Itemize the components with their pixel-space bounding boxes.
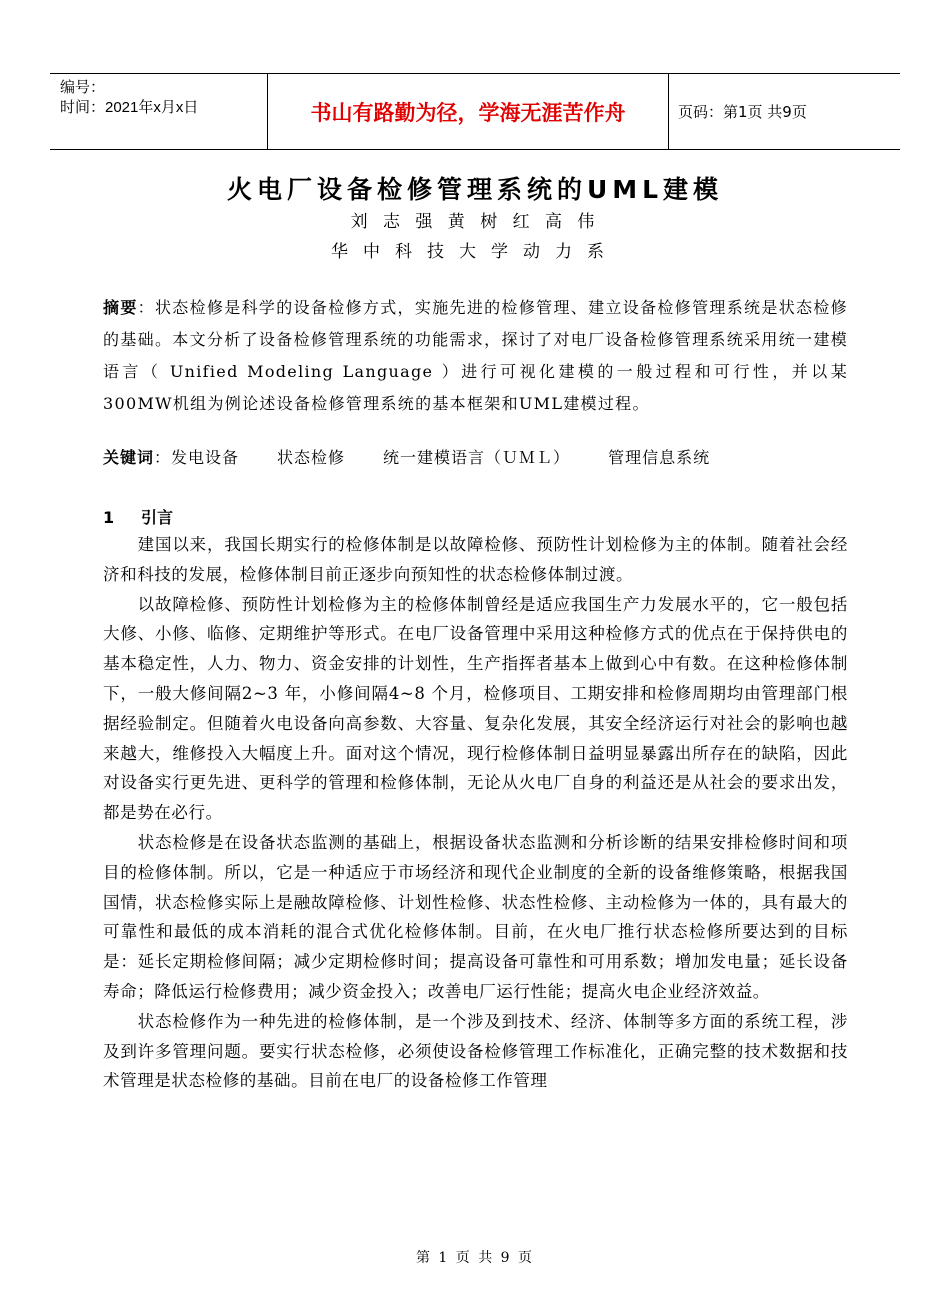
keyword: 管理信息系统 bbox=[608, 448, 711, 467]
paper-title: 火电厂设备检修管理系统的UML建模 bbox=[226, 175, 724, 204]
keyword: ：发电设备 bbox=[154, 448, 240, 467]
authors: 刘 志 强 黄 树 红 高 伟 bbox=[350, 212, 600, 232]
body-text bbox=[103, 530, 848, 1096]
motto: 书山有路勤为径，学海无涯苦作舟 bbox=[310, 100, 626, 125]
doc-number: 编号： bbox=[60, 79, 106, 96]
keywords bbox=[103, 444, 863, 472]
paragraph: 状态检修作为一种先进的检修体制，是一个涉及到技术、经济、体制等多方面的系统工程，涉及到许多管理问题。要实行状态检修，必须使设备检修管理工作标准化，正确完整的技术数据和技术管理是状态检修的基础。目前在电厂的设备检修工作管理 bbox=[103, 1011, 848, 1091]
header-table bbox=[50, 73, 900, 150]
paragraph: 状态检修是在设备状态监测的基础上，根据设备状态监测和分析诊断的结果安排检修时间和项目的检修体制。所以，它是一种适应于市场经济和现代企业制度的全新的设备维修策略，根据我国国情，状态检修实际上是融故障检修、计划性检修、状态性检修、主动检修为一体的，具有最大的可靠性和最低的成本消耗的混合式优化检修体制。目前，在火电厂推行状态检修所要达到的目标是：延长定期检修间隔；减少定期检修时间；提高设备可靠性和可用系数；增加发电量；延长设备寿命；降低运行检修费用；减少资金投入；改善电厂运行性能；提高火电企业经济效益。 bbox=[103, 832, 848, 1001]
keywords-label: 关键词 bbox=[103, 448, 155, 467]
section-number: 1 bbox=[103, 508, 115, 527]
header-motto-cell bbox=[267, 74, 669, 149]
page-footer: 第 1 页 共 9 页 bbox=[415, 1250, 535, 1266]
abstract bbox=[103, 292, 848, 420]
paragraph: 建国以来，我国长期实行的检修体制是以故障检修、预防性计划检修为主的体制。随着社会经济和科技的发展，检修体制目前正逐步向预知性的状态检修体制过渡。 bbox=[103, 535, 848, 584]
doc-date: 时间：2021年x月x日 bbox=[60, 99, 199, 116]
affiliation: 华中科技大学动力系 bbox=[331, 242, 619, 262]
header-left bbox=[60, 78, 275, 118]
abstract-text: ：状态检修是科学的设备检修方式，实施先进的检修管理、建立设备检修管理系统是状态检修的基础。本文分析了设备检修管理系统的功能需求，探讨了对电厂设备检修管理系统采用统一建模语言（ Unified Modeling Language ）进行可视化建模的一般过程和可行性，并以某300MW机组为例论述设备检修管理系统的基本框架和UML建模过程。 bbox=[103, 298, 848, 413]
abstract-label: 摘要 bbox=[103, 298, 138, 317]
section-title: 引言 bbox=[141, 508, 174, 527]
header-page bbox=[678, 74, 807, 149]
section-heading bbox=[103, 505, 173, 528]
page-indicator: 页码：第1页 共9页 bbox=[678, 103, 807, 121]
keyword: 统一建模语言（ＵＭＬ） bbox=[383, 448, 571, 467]
keyword: 状态检修 bbox=[277, 448, 346, 467]
paragraph: 以故障检修、预防性计划检修为主的检修体制曾经是适应我国生产力发展水平的，它一般包括大修、小修、临修、定期维护等形式。在电厂设备管理中采用这种检修方式的优点在于保持供电的基本稳定性，人力、物力、资金安排的计划性，生产指挥者基本上做到心中有数。在这种检修体制下，一般大修间隔2~3 年，小修间隔4~8 个月，检修项目、工期安排和检修周期均由管理部门根据经验制定。但随着火电设备向高参数、大容量、复杂化发展，其安全经济运行对社会的影响也越来越大，维修投入大幅度上升。面对这个情况，现行检修体制日益明显暴露出所存在的缺陷，因此对设备实行更先进、更科学的管理和检修体制，无论从火电厂自身的利益还是从社会的要求出发，都是势在必行。 bbox=[103, 594, 848, 823]
